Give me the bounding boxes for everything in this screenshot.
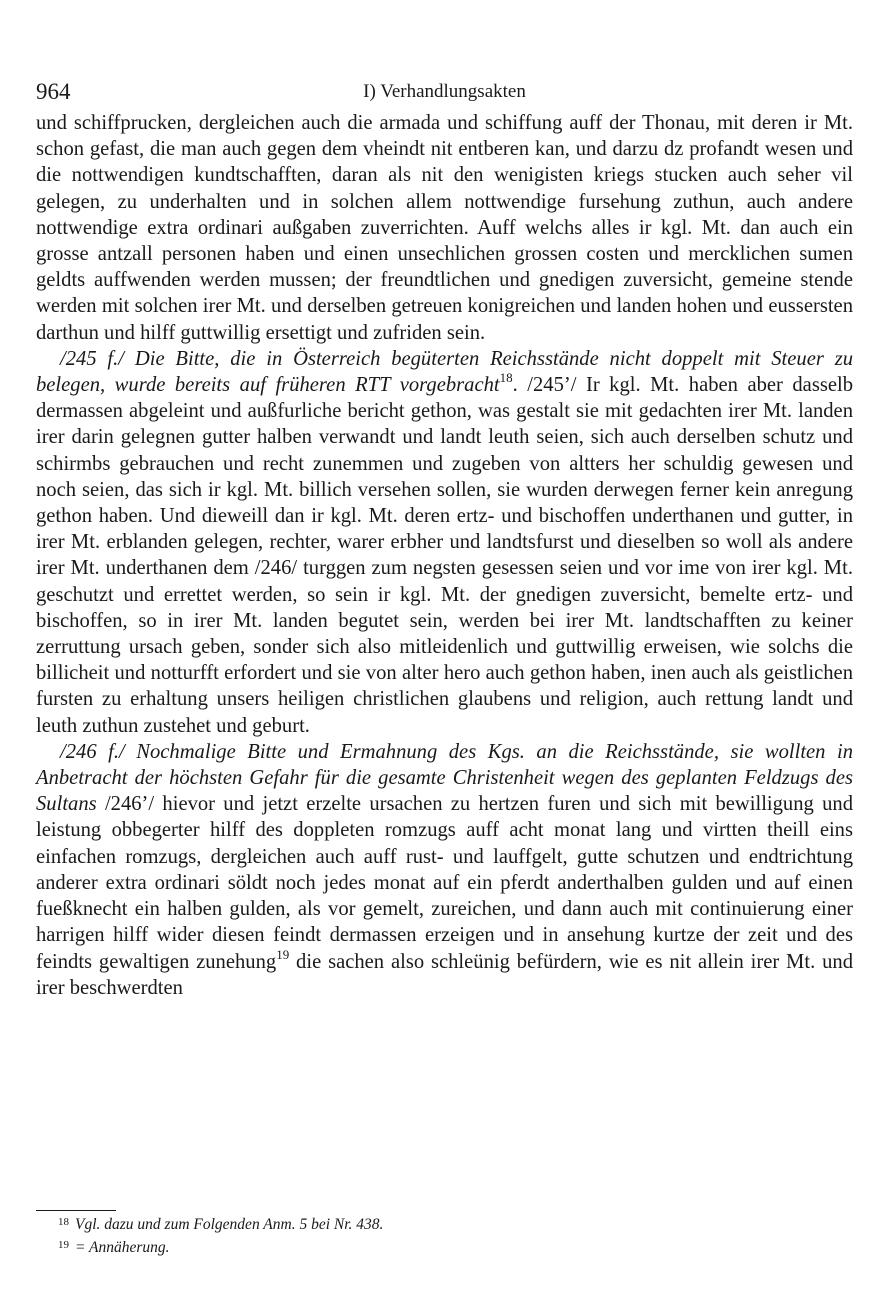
book-page <box>36 72 853 1272</box>
editorial-summary: Die Bitte, die in Österreich begüterten Reichsstände nicht doppelt mit Steuer zu belegen, wurde bereits auf früheren RTT vorgebracht <box>36 347 853 397</box>
footnote-18 <box>36 1212 853 1235</box>
footnote-marker: 19 <box>58 1239 69 1251</box>
running-title: I) Verhandlungsakten <box>363 81 526 102</box>
punctuation: . <box>512 374 518 397</box>
footnotes <box>36 1212 853 1258</box>
paragraph-2 <box>36 346 853 739</box>
page-reference: /246/ <box>254 557 298 580</box>
paragraph-1 <box>36 110 853 346</box>
body-text <box>36 110 853 1001</box>
paragraph-2-text: Ir kgl. Mt. haben aber dasselb dermassen abgeleint und außfurliche bericht gethon, was gestalt sie mit gedachten irer Mt. landen irer darin gelegnen gutter halben verwandt und landt leuth seien, sich auch derselben schutz und schirmbs gebrauchen und recht zunemmen und zugeben von altters her schuldig gewesen und noch seien, das sich ir kgl. Mt. billich versehen sollen, sie wurden derwegen ferner kein anregung gethon haben. Und dieweill dan ir kgl. Mt. deren ertz- und bischoffen underthanen und gutter, in irer Mt. erblanden gelegen, rechter, warer erbher und landtsfurst und dieselben so woll als andere irer Mt. underthanen dem <box>36 374 854 580</box>
editorial-summary: Nochmalige Bitte und Ermahnung des Kgs. an die Reichsstände, sie wollten in Anbetracht der höchsten Gefahr für die gesamte Christenheit wegen des geplanten Feldzugs des Sultans <box>36 740 853 816</box>
paragraph-2-text-continued: turggen zum negsten gesessen seien und vor ime von irer kgl. Mt. geschutzt und errettet werden, so sein ir kgl. Mt. der gnedigen zuversicht, bemelte ertz- und bischoffen, so in irer Mt. landen begutet sein, werden bei irer Mt. landtschafften zu keiner zerruttung ursach geben, sonder sich also mitleidenlich und guttwillig erweisen, wie solchs die billicheit und notturfft erfordert und sie von alter hero auch gethon haben, inen auch als geistlichen fursten zu erhaltung unsers heiligen christlichen glaubens und religion, auch rettung landt und leuth zuthun zustehet und geburt. <box>36 557 853 737</box>
footnote-reference-19[interactable]: 19 <box>276 946 290 962</box>
footnote-19 <box>36 1235 853 1258</box>
footnote-text: = Annäherung. <box>75 1239 170 1256</box>
page-reference: /245’/ <box>527 374 577 397</box>
page-reference: /246 f./ <box>60 740 125 763</box>
footnote-reference-18[interactable]: 18 <box>499 370 513 386</box>
paragraph-3-text-continued: die sachen also schleünig befürdern, wie es nit allein irer Mt. und irer beschwerdten <box>36 950 853 999</box>
footnote-separator <box>36 1210 116 1211</box>
page-reference: /246’/ <box>104 793 155 816</box>
paragraph-1-text: und schiffprucken, dergleichen auch die armada und schiffung auff der Thonau, mit deren ir Mt. schon gefast, die man auch gegen dem vheindt nit entberen kan, und darzu dz profandt wesen und die nottwendigen kundtschafften, daran als nit den wenigisten kriegs stucken auch seher vil gelegen, zu underhalten und in solchen allem nottwendige fursehung zuthun, auch andere nottwendige extra ordinari außgaben zuverrichten. Auff welchs alles ir kgl. Mt. dan auch ein grosse antzall personen haben und einen unsechlichen grossen costen und mercklichen sumen geldts auffwenden werden mussen; der freundtlichen und gnedigen zuversicht, gemeine stende werden mit solchen irer Mt. und derselben getreuen konigreichen und landen hohen und eussersten darthun und hilff guttwillig ersettigt und zufriden sein. <box>36 112 853 344</box>
footnote-text: Vgl. dazu und zum Folgenden Anm. 5 bei Nr. 438. <box>75 1216 384 1233</box>
page-number: 964 <box>36 79 71 104</box>
paragraph-3-text: hievor und jetzt erzelte ursachen zu hertzen furen und sich mit bewilligung und leistung obbegerter hilff des doppleten romzugs auff acht monat lang und virtten theill eins einfachen romzugs, dergleichen auch auff rust- und lauffgelt, gutte schutzen und endtrichtung anderer extra ordinari söldt noch jedes monat auf ein pferdt anderthalben gulden und auf einen fueßknecht ein halben gulden, als vor gemelt, zureichen, und dann auch mit continuierung einer harrigen hilff wider diesen feindt dermassen erzeigen und in ansehung kurtze der zeit und des feindts gewaltigen zunehung <box>36 793 853 973</box>
paragraph-3 <box>36 739 853 1001</box>
page-reference: /245 f./ <box>60 347 125 370</box>
running-head <box>36 72 853 110</box>
footnote-marker: 18 <box>58 1216 69 1228</box>
